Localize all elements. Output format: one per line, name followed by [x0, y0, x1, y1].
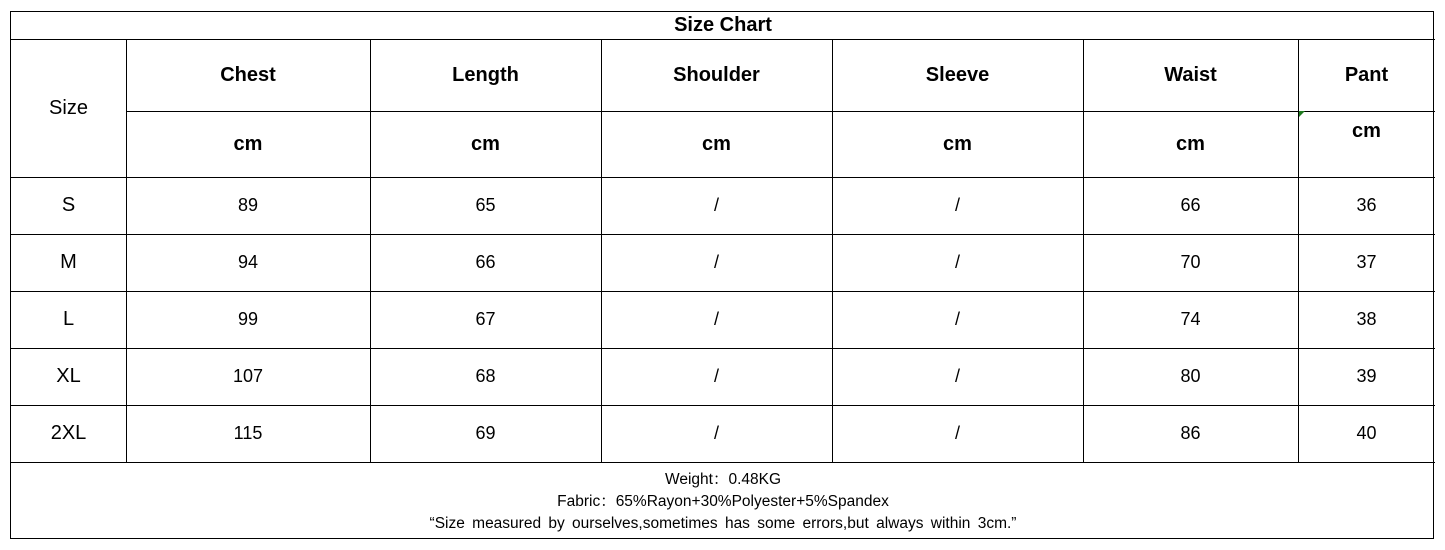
column-header-waist: Waist: [1164, 63, 1217, 86]
unit-chest: cm: [233, 132, 263, 155]
size-chart-table: [10, 11, 1434, 539]
unit-pant: cm: [1352, 119, 1381, 142]
row-size-label: L: [62, 308, 75, 330]
unit-waist: cm: [1176, 132, 1205, 155]
cell-sleeve: /: [954, 309, 960, 329]
disclaimer-note: “Size measured by ourselves,sometimes has some errors,but always within 3cm.”: [429, 514, 1017, 532]
cell-shoulder: /: [713, 252, 719, 272]
cell-sleeve: /: [954, 195, 960, 215]
unit-length: cm: [471, 132, 500, 155]
cell-chest: 94: [237, 252, 259, 272]
unit-shoulder: cm: [702, 132, 731, 155]
cell-pant: 40: [1356, 423, 1377, 443]
column-header-pant: Pant: [1344, 63, 1389, 86]
cell-chest: 115: [233, 423, 263, 443]
column-header-sleeve: Sleeve: [925, 63, 990, 86]
size-column-header: Size: [49, 96, 88, 119]
cell-chest: 107: [232, 366, 264, 386]
unit-sleeve: cm: [943, 132, 972, 155]
cell-shoulder: /: [713, 366, 719, 386]
weight-note: Weight：0.48KG: [664, 470, 782, 488]
cell-chest: 99: [237, 309, 259, 329]
cell-length: 69: [475, 423, 496, 443]
table-title: Size Chart: [674, 14, 772, 36]
cell-pant: 37: [1356, 252, 1377, 272]
cell-sleeve: /: [954, 366, 960, 386]
fabric-note: Fabric：65%Rayon+30%Polyester+5%Spandex: [557, 492, 889, 510]
cell-waist: 66: [1180, 195, 1201, 215]
cell-shoulder: /: [713, 309, 719, 329]
cell-length: 66: [475, 252, 496, 272]
cell-waist: 70: [1180, 252, 1201, 272]
cell-pant: 39: [1356, 366, 1377, 386]
cell-length: 68: [475, 366, 496, 386]
column-header-length: Length: [452, 63, 519, 86]
cell-length: 67: [475, 309, 496, 329]
cell-waist: 80: [1180, 366, 1201, 386]
cell-shoulder: /: [713, 423, 719, 443]
row-size-label: S: [61, 194, 76, 216]
cell-chest: 89: [237, 195, 259, 215]
column-header-chest: Chest: [220, 63, 276, 86]
cell-pant: 38: [1356, 309, 1377, 329]
row-size-label: 2XL: [50, 422, 87, 444]
column-header-shoulder: Shoulder: [673, 63, 760, 86]
cell-shoulder: /: [713, 195, 719, 215]
row-size-label: M: [60, 251, 77, 273]
notes-section: [11, 463, 1435, 540]
cell-waist: 86: [1180, 423, 1201, 443]
row-size-label: XL: [56, 365, 81, 387]
cell-pant: 36: [1356, 195, 1377, 215]
cell-comment-marker-icon: [1299, 111, 1305, 117]
cell-sleeve: /: [954, 252, 960, 272]
cell-sleeve: /: [954, 423, 960, 443]
cell-waist: 74: [1180, 309, 1201, 329]
cell-length: 65: [475, 195, 496, 215]
